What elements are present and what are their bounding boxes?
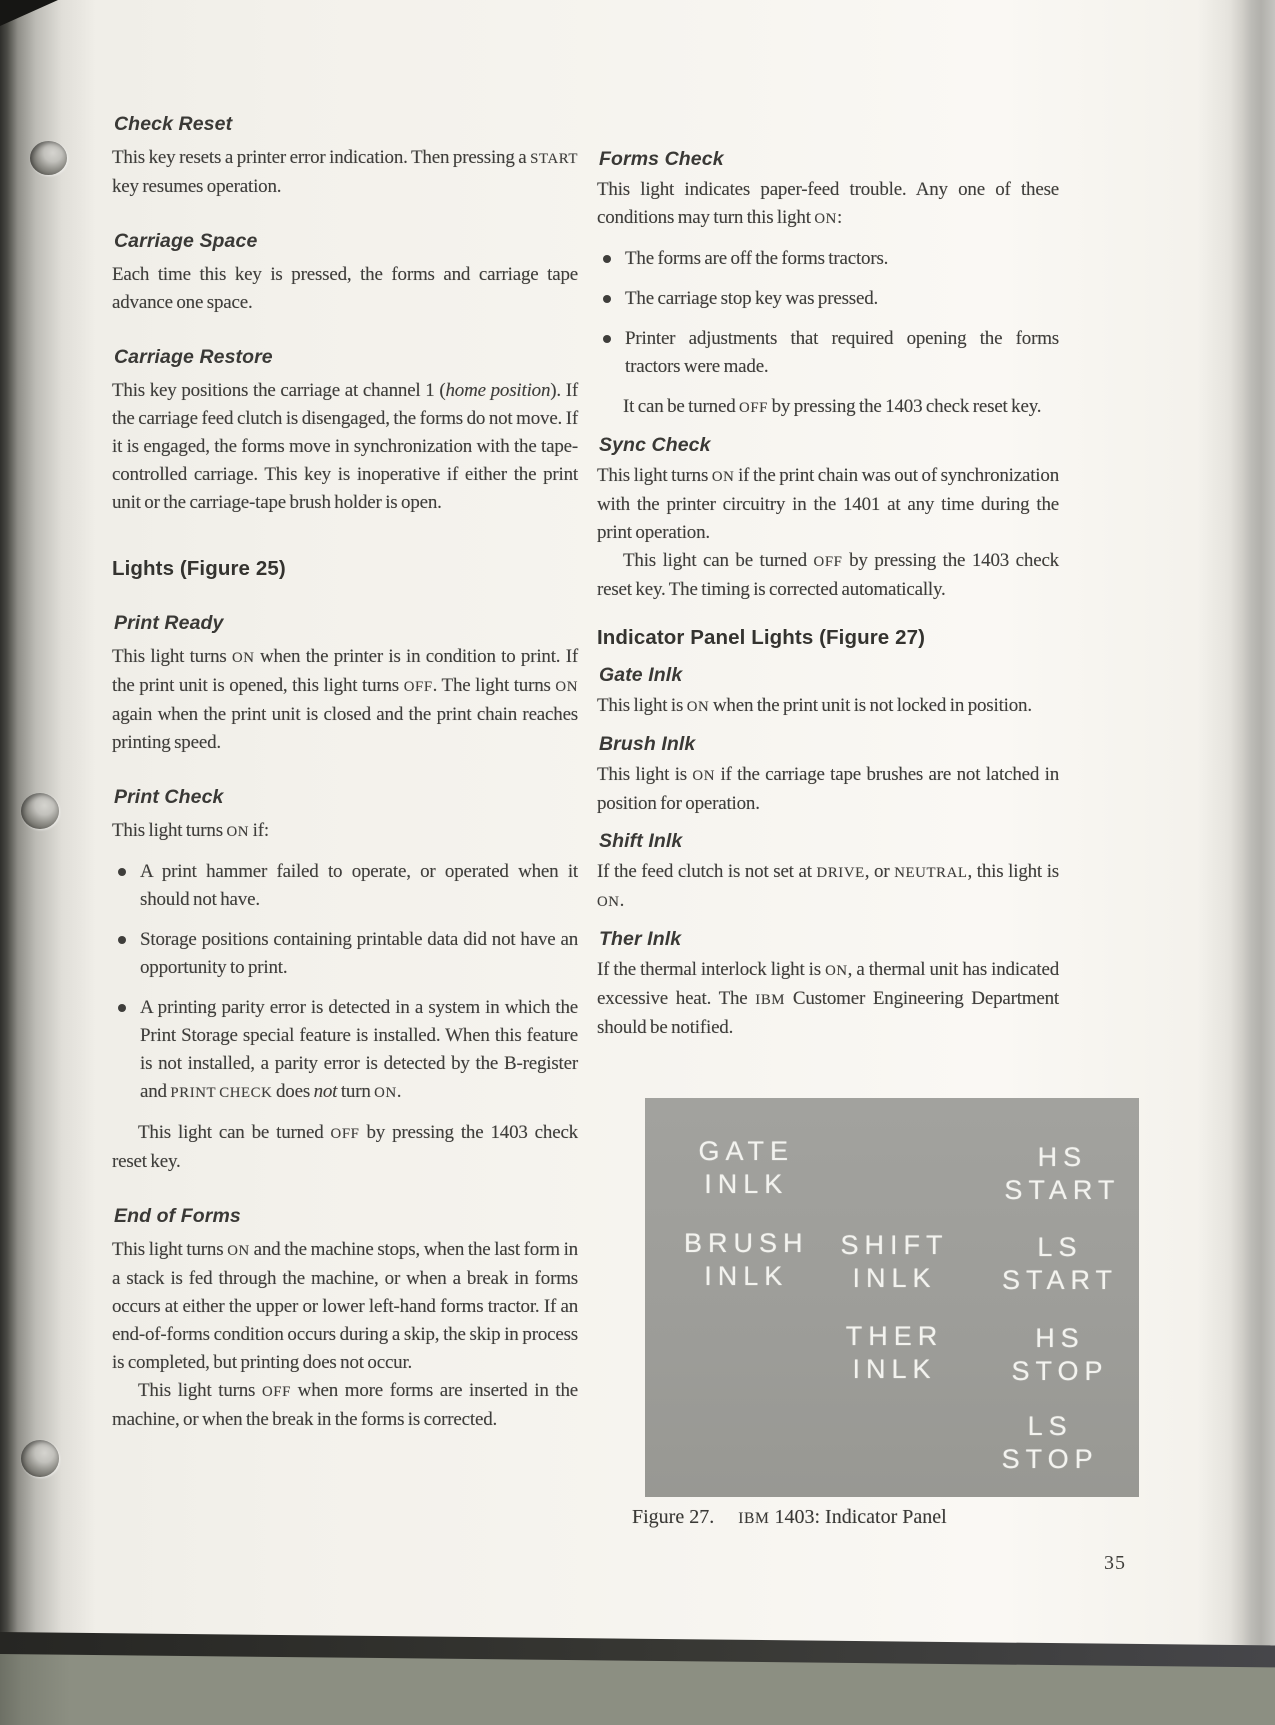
subheading: End of Forms — [114, 1205, 241, 1227]
panel-label-ls-start: LS START — [1001, 1231, 1118, 1295]
section-heading: Lights (Figure 25) — [112, 557, 286, 580]
page-right-edge — [1197, 0, 1275, 1725]
panel-label-hs-start: HS START — [1004, 1141, 1121, 1205]
bullet-text: Storage positions containing printable data did not have an opportunity to print. — [140, 929, 578, 978]
punch-hole — [21, 1440, 59, 1477]
bullet-item — [112, 858, 578, 914]
figure-caption-label: Figure 27. — [632, 1506, 715, 1528]
paragraph: This light turns ON if: — [112, 820, 269, 841]
paragraph: This light can be turned OFF by pressing the 1403 check reset key. The timing is corrected automatically. — [597, 550, 1059, 600]
right-column — [597, 136, 1059, 1042]
paragraph: This light turns OFF when more forms are inserted in the machine, or when the break in the forms is corrected. — [112, 1380, 579, 1430]
subheading: Print Ready — [114, 612, 224, 634]
subheading: Ther Inlk — [599, 928, 682, 950]
bullet-text: The carriage stop key was pressed. — [625, 288, 879, 309]
page-number: 35 — [1104, 1552, 1126, 1574]
paragraph: If the feed clutch is not set at DRIVE, or NEUTRAL, this light is ON. — [597, 861, 1060, 911]
punch-hole — [30, 141, 67, 175]
bullet-dot-icon — [603, 335, 611, 343]
bullet-text: A printing parity error is detected in a system in which the Print Storage special feature is installed. When this feature is not installed, a parity error is detected by the B-register and PRINT CHECK does not turn ON. — [140, 997, 578, 1102]
panel-label-hs-stop: HS STOP — [1011, 1323, 1109, 1387]
bullet-item — [597, 285, 1059, 313]
subheading: Carriage Restore — [114, 346, 273, 368]
subheading: Forms Check — [599, 148, 724, 170]
bullet-item — [112, 994, 578, 1107]
bullet-dot-icon — [118, 868, 126, 876]
paragraph: This light is ON when the print unit is not locked in position. — [597, 695, 1032, 716]
figure-caption-text — [738, 1506, 946, 1528]
subheading: Sync Check — [599, 434, 711, 456]
bullet-text: The forms are off the forms tractors. — [625, 248, 889, 269]
bullet-item — [597, 245, 1059, 273]
panel-label-ther-inlk: THER INLK — [845, 1321, 944, 1385]
section-heading: Indicator Panel Lights (Figure 27) — [597, 626, 926, 649]
paragraph: It can be turned OFF by pressing the 1403 check reset key. — [623, 396, 1042, 417]
punch-hole — [21, 793, 59, 829]
brand-name: IBM — [738, 1510, 770, 1527]
paragraph: This light is ON if the carriage tape brushes are not latched in position for operation. — [597, 764, 1059, 814]
bullet-text: Printer adjustments that required opening the forms tractors were made. — [625, 328, 1059, 377]
paragraph: This light indicates paper-feed trouble. Any one of these conditions may turn this light ON: — [597, 179, 1059, 228]
paragraph: If the thermal interlock light is ON, a thermal unit has indicated excessive heat. The IBM Customer Engineering Department should be notified. — [597, 959, 1060, 1038]
left-column — [112, 112, 578, 1434]
figure-caption — [632, 1506, 947, 1529]
subheading: Print Check — [114, 786, 224, 808]
paragraph: This light turns ON and the machine stops, when the last form in a stack is fed through the machine, or when a break in forms occurs at either the upper or lower left-hand forms tractor. If an end-of-forms condition occurs during a skip, the skip in process is completed, but printing does not occur. — [112, 1239, 578, 1373]
bullet-dot-icon — [603, 295, 611, 303]
subheading: Gate Inlk — [599, 664, 683, 686]
panel-label-brush-inlk: BRUSH INLK — [684, 1227, 809, 1291]
bullet-text: A print hammer failed to operate, or operated when it should not have. — [140, 861, 578, 910]
panel-label-ls-stop: LS STOP — [1001, 1411, 1099, 1475]
paragraph: This key positions the carriage at channel 1 (home position). If the carriage feed clutch is disengaged, the forms do not move. If it is engaged, the forms move in synchronization with the tape-controlled carriage. This key is inoperative if either the print unit or the carriage-tape brush holder is open. — [112, 380, 578, 513]
panel-label-shift-inlk: SHIFT INLK — [840, 1229, 949, 1293]
paragraph: This light turns ON when the printer is in condition to print. If the print unit is opened, this light turns OFF. The light turns ON again when the print unit is closed and the print chain reaches printing speed. — [112, 646, 578, 753]
paragraph: This light can be turned OFF by pressing the 1403 check reset key. — [112, 1122, 578, 1172]
bullet-dot-icon — [603, 255, 611, 263]
panel-label-gate-inlk: GATE INLK — [698, 1135, 795, 1199]
bullet-dot-icon — [118, 1004, 126, 1012]
subheading: Check Reset — [114, 113, 233, 135]
paragraph: This key resets a printer error indication. Then pressing a START key resumes operation. — [112, 147, 578, 197]
bullet-dot-icon — [118, 936, 126, 944]
paragraph: This light turns ON if the print chain was out of synchronization with the printer circuitry in the 1401 at any time during the print operation. — [597, 465, 1059, 543]
subheading: Brush Inlk — [599, 733, 696, 755]
bullet-item — [597, 325, 1059, 381]
paragraph: Each time this key is pressed, the forms and carriage tape advance one space. — [112, 264, 578, 313]
bullet-item — [112, 926, 578, 982]
subheading: Shift Inlk — [599, 830, 683, 852]
figure-caption-rest: 1403: Indicator Panel — [774, 1506, 947, 1528]
subheading: Carriage Space — [114, 230, 258, 252]
indicator-panel-image — [645, 1098, 1139, 1497]
